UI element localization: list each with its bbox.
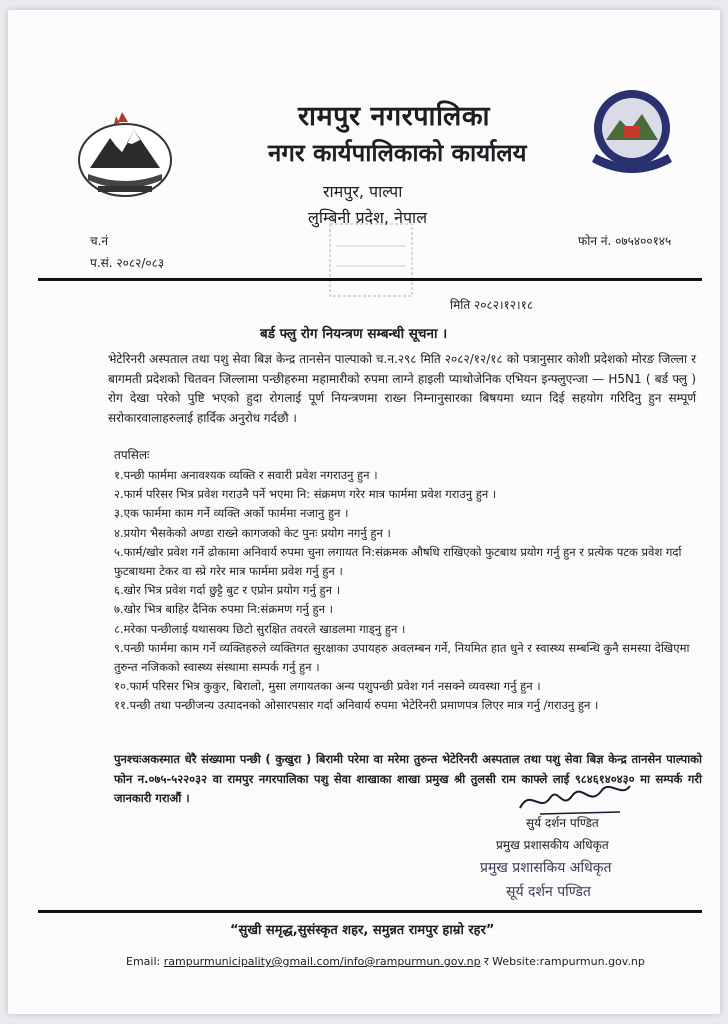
- email-link[interactable]: rampurmunicipality@gmail.com/info@rampurmun.gov.np: [163, 955, 481, 968]
- contact-line: [126, 954, 645, 969]
- list-item: ६.खोर भित्र प्रवेश गर्दा छुट्टै बुट र एप्रोन प्रयोग गर्नु हुन ।: [114, 583, 341, 598]
- footer-divider: [38, 910, 702, 913]
- received-stamp: [326, 220, 416, 300]
- signatory-title: प्रमुख प्रशासकीय अधिकृत: [496, 838, 609, 852]
- list-item: ५.फार्म/खोर प्रवेश गर्ने ढोकामा अनिवार्य रुपमा चुना लगायत नि:संक्रमक औषधि राखिएको फुटबाथ प्रयोग गर्नु हुन र प्रत्येक पटक प्रवेश गर्दा फुटबाथमा टेकर वा स्प्रे गरेर मात्र फार्ममा प्रवेश गर्नु हुन ।: [114, 544, 682, 579]
- list-item: ११.पन्छी तथा पन्छीजन्य उत्पादनको ओसारपसार गर्दा अनिवार्य रुपमा भेटेरिनरी प्रमाणपत्र लिएर मात्र गर्नु /गराउनु हुन ।: [114, 698, 599, 713]
- stamp-title: प्रमुख प्रशासकिय अधिकृत: [480, 860, 612, 876]
- list-item: ३.एक फार्ममा काम गर्ने व्यक्ति अर्को फार्ममा नजानु हुन ।: [114, 506, 349, 521]
- contact-separator: र: [484, 955, 489, 968]
- list-item: २.फार्म परिसर भित्र प्रवेश गराउनै पर्ने भएमा नि: संक्रमण गरेर मात्र फार्ममा प्रवेश गराउनु हुन ।: [114, 487, 497, 502]
- list-item: १.पन्छी फार्ममा अनावश्यक व्यक्ति र सवारी प्रवेश नगराउनु हुन ।: [114, 468, 378, 482]
- details-label: तपसिलः: [114, 448, 150, 462]
- municipality-logo: [572, 80, 692, 190]
- signatory-name: सुर्य दर्शन पण्डित: [526, 816, 599, 830]
- notice-subject: बर्ड फ्लु रोग नियन्त्रण सम्बन्धी सूचना ।: [260, 326, 448, 342]
- intro-paragraph: भेटेरिनरी अस्पताल तथा पशु सेवा बिज्ञ केन्द्र तानसेन पाल्पाको च.न.२९८ मिति २०८२/१२/१८ को पत्रानुसार कोशी प्रदेशको मोरङ जिल्ला र बागमती प्रदेशको चितवन जिल्लामा पन्छीहरुमा महामारीको रुपमा लाग्ने हाइली प्याथोजेनिक एभियन इन्फ्लुएन्जा — H5N1 ( बर्ड फ्लु ) रोग देखा परेको पुष्टि भएको हुदा रोगलाई पूर्ण नियन्त्रणमा राख्न निम्नानुसारका बिषयमा ध्यान दिई सहयोग गरिदिनु हुन सम्पूर्ण सरोकारवालाहरुलाई हार्दिक अनुरोध गर्दछौ ।: [108, 352, 696, 425]
- office-title: रामपुर नगरपालिका: [298, 101, 491, 132]
- list-item: ८.मरेका पन्छीलाई यथासक्य छिटो सुरक्षित तवरले खाडलमा गाड्नु हुन ।: [114, 621, 406, 636]
- municipal-slogan: “सुखी समृद्ध,सुसंस्कृत शहर, समुन्नत रामपुर हाम्रो रहर”: [230, 923, 495, 938]
- stamp-name: सूर्य दर्शन पण्डित: [506, 884, 591, 900]
- address-line-2: लुम्बिनी प्रदेश, नेपाल: [308, 208, 428, 227]
- address-line-1: रामपुर, पाल्पा: [323, 182, 403, 201]
- document-page: [8, 10, 720, 1014]
- email-label: Email:: [126, 955, 161, 968]
- office-subtitle: नगर कार्यपालिकाको कार्यालय: [268, 139, 527, 167]
- website-link[interactable]: Website:rampurmun.gov.np: [492, 955, 645, 968]
- nepal-emblem-logo: [70, 108, 180, 204]
- reference-number-label: च.नं: [90, 234, 109, 248]
- instruction-list: [114, 466, 704, 716]
- list-item: ९.पन्छी फार्ममा काम गर्ने व्यक्तिहरुले व्यक्तिगत सुरक्षाका उपायहरु अवलम्बन गर्ने, नियमित हात धुने र स्वास्थ्य सम्बन्धि कुनै समस्या देखिएमा तुरुन्त नजिकको स्वास्थ्य संस्थामा सम्पर्क गर्नु हुन ।: [114, 640, 690, 675]
- list-item: १०.फार्म परिसर भित्र कुकुर, बिरालो, मुसा लगायतका अन्य पशुपन्छी प्रवेश गर्न नसक्ने व्यवस्था गर्नु हुन ।: [114, 679, 541, 694]
- header-divider: [38, 278, 702, 281]
- phone-number: फोन नं. ०७५४००१४५: [578, 234, 672, 248]
- list-item: ७.खोर भित्र बाहिर दैनिक रुपमा नि:संक्रमण गर्नु हुन ।: [114, 602, 334, 617]
- postscript-paragraph: पुनश्चःअकस्मात धेरै संख्यामा पन्छी ( कुखुरा ) बिरामी परेमा वा मरेमा तुरुन्त भेटेरिनरी अस्पताल तथा पशु सेवा बिज्ञ केन्द्र तानसेन पाल्पाको फोन न.०७५-५२२०३२ वा रामपुर नगरपालिका पशु सेवा शाखाका शाखा प्रमुख श्री तुलसी राम काफ्ले लाई ९८४६१४०४३० मा सम्पर्क गरी जानकारी गराऔं ।: [114, 752, 702, 805]
- list-item: ४.प्रयोग भैसकेको अण्डा राख्ने कागजको केट पुनः प्रयोग नगर्नु हुन ।: [114, 525, 391, 540]
- fiscal-year: प.सं. २०८२/०८३: [90, 256, 165, 270]
- issue-date: मिति २०८२।१२।१८: [450, 298, 534, 312]
